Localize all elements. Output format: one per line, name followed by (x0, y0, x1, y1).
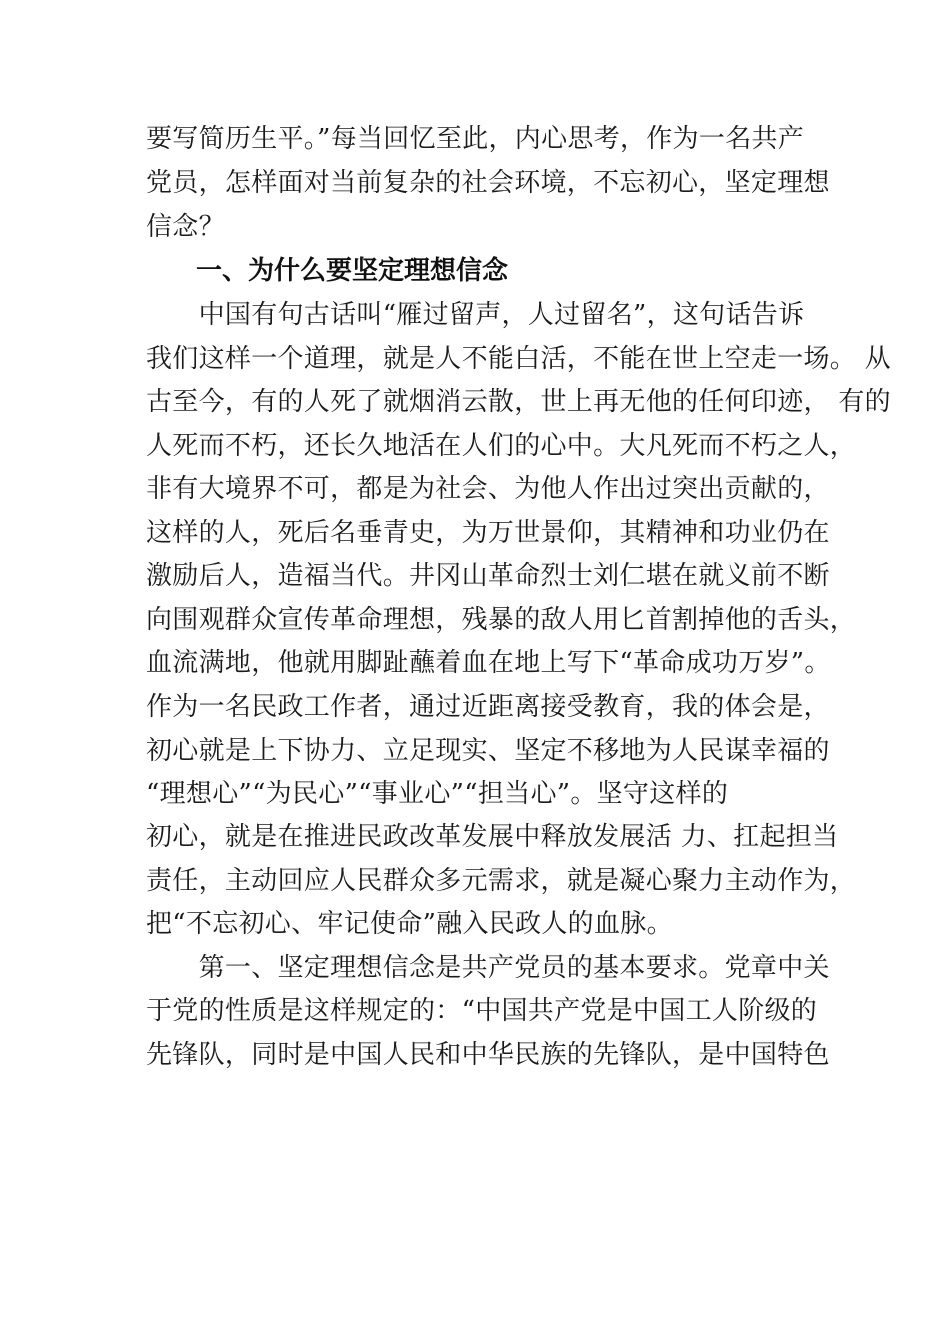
text-line: 第一、坚定理想信念是共产党员的基本要求。党章中关 (146, 953, 830, 983)
text-line: 这样的人，死后名垂青史，为万世景仰，其精神和功业仍在 (146, 518, 830, 548)
text-line: 激励后人，造福当代。井冈山革命烈士刘仁堪在就义前不断 (146, 561, 830, 591)
text-line: 责任，主动回应人民群众多元需求，就是凝心聚力主动作为， (146, 866, 857, 896)
text-line: 我们这样一个道理，就是人不能白活，不能在世上空走一场。 从 (146, 344, 891, 374)
text-line: 人死而不朽，还长久地活在人们的心中。大凡死而不朽之人， (146, 431, 857, 461)
text-line: 非有大境界不可，都是为社会、为他人作出过突出贡献的， (146, 474, 830, 504)
text-line: 初心，就是在推进民政改革发展中释放发展活 力、扛起担当 (146, 822, 839, 852)
text-line: 血流满地，他就用脚趾蘸着血在地上写下“革命成功万岁”。 (146, 648, 831, 678)
text-line: 把“不忘初心、牢记使命”融入民政人的血脉。 (146, 909, 673, 939)
text-line: 作为一名民政工作者，通过近距离接受教育，我的体会是， (146, 692, 830, 722)
text-line: 先锋队，同时是中国人民和中华民族的先锋队，是中国特色 (146, 1040, 830, 1070)
text-line: “理想心”“为民心”“事业心”“担当心”。坚守这样的 (146, 779, 729, 809)
text-line: 初心就是上下协力、立足现实、坚定不移地为人民谋幸福的 (146, 736, 830, 766)
text-line: 中国有句古话叫“雁过留声，人过留名”，这句话告诉 (146, 300, 805, 330)
text-line: 古至今，有的人死了就烟消云散，世上再无他的任何印迹， 有的 (146, 387, 891, 417)
text-line: 党员，怎样面对当前复杂的社会环境，不忘初心，坚定理想 (146, 168, 830, 198)
section-heading: 一、为什么要坚定理想信念 (196, 256, 509, 286)
text-line: 向围观群众宣传革命理想，残暴的敌人用匕首割掉他的舌头， (146, 605, 857, 635)
text-line: 要写简历生平。”每当回忆至此，内心思考，作为一名共产 (146, 124, 805, 154)
text-line: 于党的性质是这样规定的：“中国共产党是中国工人阶级的 (146, 996, 818, 1026)
text-line: 信念？ (146, 212, 225, 242)
